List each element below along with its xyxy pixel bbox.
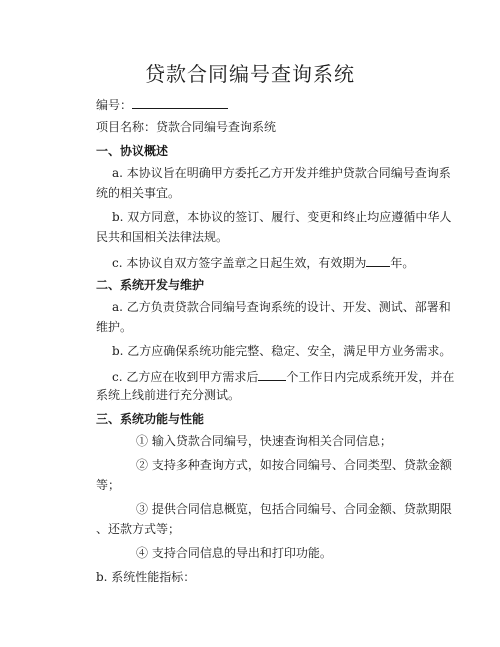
feature-2-line2: 等； bbox=[96, 478, 121, 492]
feature-3-line2: 、还款方式等； bbox=[96, 522, 181, 536]
section-2-c-line2: 系统上线前进行充分测试。 bbox=[96, 388, 241, 402]
working-days-blank bbox=[258, 368, 286, 381]
feature-2-line1: ② 支持多种查询方式，如按合同编号、合同类型、贷款金额 bbox=[136, 458, 452, 472]
section-1-a-line1: a. 本协议旨在明确甲方委托乙方开发并维护贷款合同编号查询系 bbox=[112, 166, 451, 180]
section-2-heading: 二、系统开发与维护 bbox=[96, 278, 205, 292]
project-name-line: 项目名称：贷款合同编号查询系统 bbox=[96, 120, 277, 134]
document-title: 贷款合同编号查询系统 bbox=[145, 62, 355, 86]
section-2-c-line1 bbox=[112, 368, 455, 384]
section-1-c-post: 年。 bbox=[390, 256, 415, 270]
section-1-c-pre: c. 本协议自双方签字盖章之日起生效，有效期为 bbox=[112, 256, 367, 270]
performance-heading: b. 系统性能指标： bbox=[96, 570, 196, 584]
number-label: 编号： bbox=[96, 98, 133, 112]
section-3-heading: 三、系统功能与性能 bbox=[96, 412, 205, 426]
feature-1: ① 输入贷款合同编号，快速查询相关合同信息； bbox=[136, 434, 392, 448]
number-blank bbox=[132, 96, 228, 109]
section-1-heading: 一、协议概述 bbox=[96, 144, 169, 158]
number-line bbox=[96, 96, 426, 112]
section-1-b-line2: 民共和国相关法律法规。 bbox=[96, 230, 229, 244]
section-1-a-line2: 统的相关事宜。 bbox=[96, 186, 181, 200]
validity-years-blank bbox=[366, 254, 390, 267]
section-2-c-pre: c. 乙方应在收到甲方需求后 bbox=[112, 370, 259, 384]
feature-4: ④ 支持合同信息的导出和打印功能。 bbox=[136, 546, 332, 560]
section-2-b-line: b. 乙方应确保系统功能完整、稳定、安全，满足甲方业务需求。 bbox=[112, 344, 452, 358]
feature-3-line1: ③ 提供合同信息概览，包括合同编号、合同金额、贷款期限 bbox=[136, 502, 452, 516]
section-2-c-post: 个工作日内完成系统开发，并在 bbox=[286, 370, 455, 384]
section-2-a-line1: a. 乙方负责贷款合同编号查询系统的设计、开发、测试、部署和 bbox=[112, 300, 451, 314]
section-1-b-line1: b. 双方同意，本协议的签订、履行、变更和终止均应遵循中华人 bbox=[112, 210, 452, 224]
section-1-c-line bbox=[112, 254, 442, 270]
section-2-a-line2: 维护。 bbox=[96, 320, 133, 334]
